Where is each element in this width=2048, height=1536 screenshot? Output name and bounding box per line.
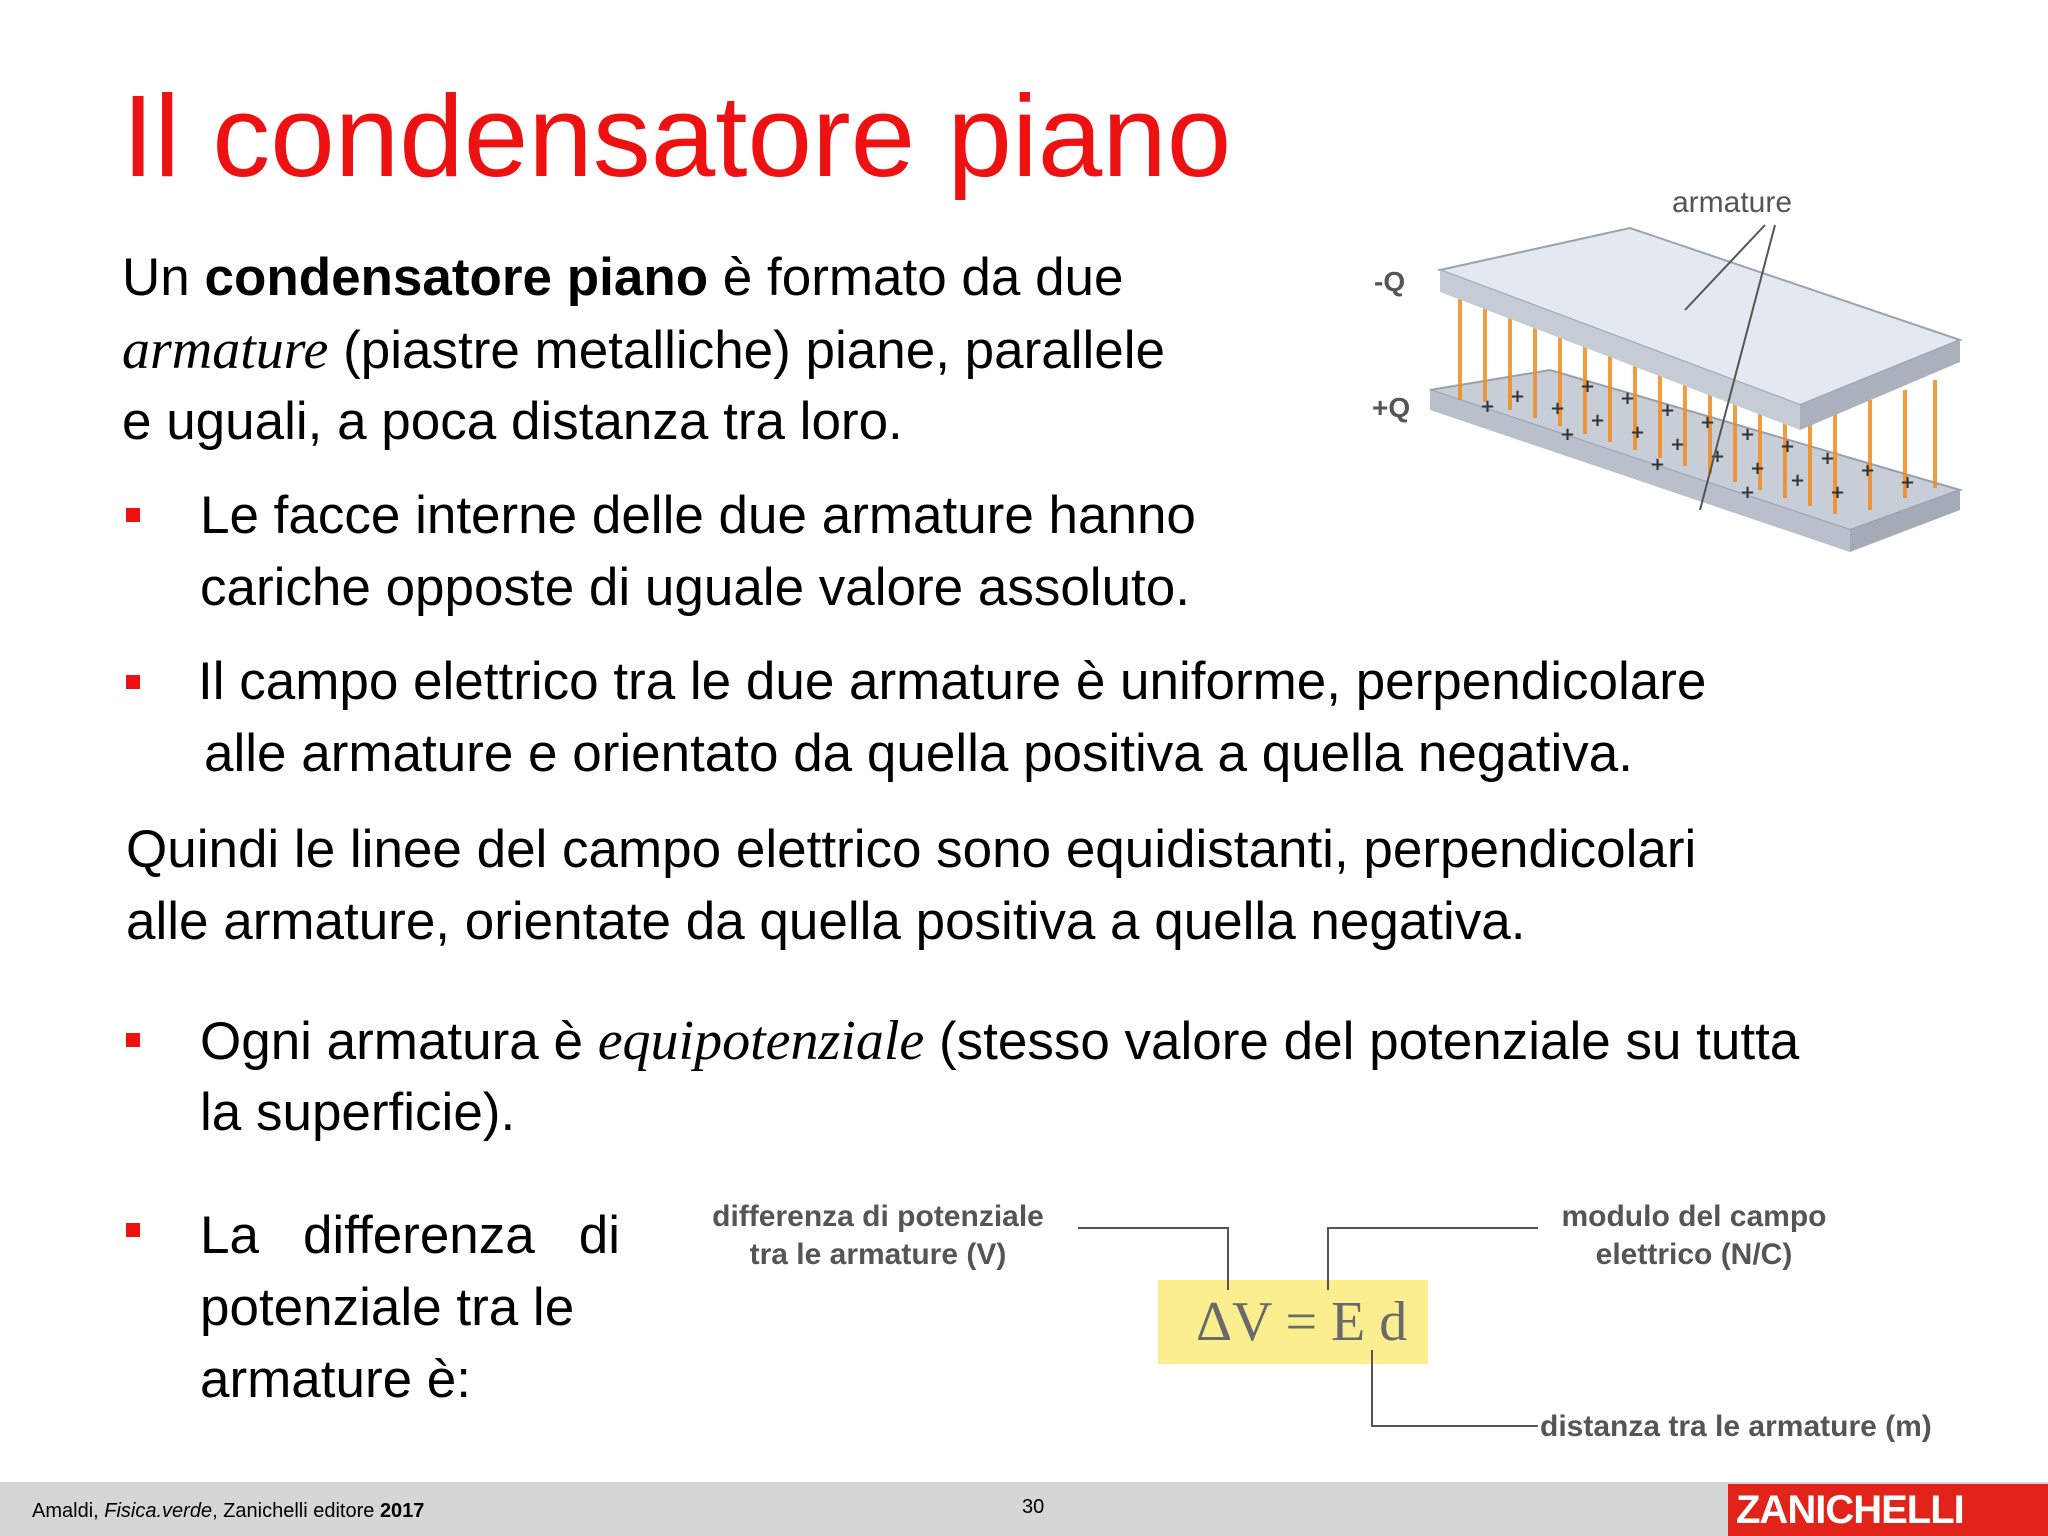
- svg-text:+: +: [1700, 412, 1716, 433]
- d-label: distanza tra le armature (m): [1540, 1410, 1932, 1443]
- dv-label-line-1: differenza di potenziale: [712, 1200, 1044, 1233]
- svg-text:+: +: [1510, 386, 1526, 407]
- para-line-1: Quindi le linee del campo elettrico sono equidistanti, perpendicolari: [126, 820, 1697, 879]
- bullet4-line-2: potenziale tra le: [200, 1278, 575, 1337]
- e-label-line-2: elettrico (N/C): [1595, 1238, 1793, 1271]
- slide-title: Il condensatore piano: [122, 71, 1232, 201]
- intro-line-2: [122, 314, 1165, 387]
- svg-text:+: +: [1550, 398, 1566, 419]
- bullet4-line-1: La differenza di: [200, 1206, 620, 1265]
- bullet1-line-2: cariche opposte di uguale valore assoluto.: [200, 558, 1190, 617]
- bullet3-text: (stesso valore del potenziale su tutta: [924, 1012, 1800, 1071]
- svg-text:+: +: [1790, 470, 1806, 491]
- bullet-marker: [126, 508, 140, 522]
- footer-credit: [32, 1500, 424, 1523]
- armature-label: armature: [1672, 186, 1793, 219]
- svg-text:+: +: [1860, 460, 1876, 481]
- bullet3-italic-term: equipotenziale: [597, 1010, 925, 1072]
- svg-text:+: +: [1590, 410, 1606, 431]
- formula-leader-lines: [1070, 1220, 1550, 1450]
- intro-line-3: e uguali, a poca distanza tra loro.: [122, 392, 903, 451]
- svg-text:+: +: [1740, 482, 1756, 503]
- bullet4-line-3: armature è:: [200, 1350, 472, 1409]
- svg-text:+: +: [1710, 446, 1726, 467]
- intro-bold-term: condensatore piano: [204, 248, 709, 307]
- formula-equation: ΔV = E d: [1196, 1291, 1408, 1353]
- page-number: 30: [1022, 1496, 1045, 1518]
- dv-label-line-2: tra le armature (V): [749, 1238, 1007, 1271]
- svg-text:+: +: [1830, 482, 1846, 503]
- intro-text: Un: [122, 248, 205, 307]
- bullet3-text: Ogni armatura è: [200, 1012, 598, 1071]
- svg-text:+: +: [1740, 424, 1756, 445]
- bullet-marker: [126, 1223, 140, 1237]
- intro-italic-term: armature: [122, 319, 329, 381]
- svg-text:+: +: [1580, 376, 1596, 397]
- bullet-marker: [126, 675, 140, 689]
- intro-text: (piastre metalliche) piane, parallele: [328, 321, 1166, 380]
- svg-text:+: +: [1620, 388, 1636, 409]
- svg-text:+: +: [1670, 434, 1686, 455]
- positive-charge-label: +Q: [1372, 392, 1411, 423]
- svg-text:+: +: [1900, 472, 1916, 493]
- svg-text:+: +: [1660, 400, 1676, 421]
- negative-charge-label: -Q: [1374, 266, 1406, 297]
- bullet2-line-2: alle armature e orientato da quella positiva a quella negativa.: [204, 724, 1633, 783]
- footer-book: Fisica.verde: [104, 1500, 213, 1522]
- svg-text:+: +: [1820, 448, 1836, 469]
- svg-text:+: +: [1650, 454, 1666, 475]
- svg-text:+: +: [1750, 458, 1766, 479]
- bullet-marker: [126, 1033, 140, 1047]
- bullet3-line-1: [200, 1005, 1799, 1078]
- bullet1-line-1: Le facce interne delle due armature hanno: [200, 486, 1196, 545]
- intro-line-1: [122, 242, 1124, 314]
- para-line-2: alle armature, orientate da quella positiva a quella negativa.: [126, 892, 1526, 951]
- capacitor-illustration: [1360, 180, 1980, 600]
- footer-author: Amaldi,: [32, 1500, 105, 1522]
- publisher-logo: ZANICHELLI: [1728, 1484, 2048, 1536]
- bullet3-line-2: la superficie).: [200, 1083, 516, 1142]
- svg-text:+: +: [1480, 396, 1496, 417]
- footer-year: 2017: [379, 1500, 425, 1522]
- svg-text:+: +: [1630, 422, 1646, 443]
- intro-text: è formato da due: [708, 248, 1124, 307]
- e-label-line-1: modulo del campo: [1561, 1200, 1827, 1233]
- footer-publisher: , Zanichelli editore: [212, 1500, 380, 1522]
- bullet2-line-1: Il campo elettrico tra le due armature è uniforme, perpendicolare: [198, 652, 1707, 711]
- svg-text:+: +: [1560, 424, 1576, 445]
- svg-text:+: +: [1780, 436, 1796, 457]
